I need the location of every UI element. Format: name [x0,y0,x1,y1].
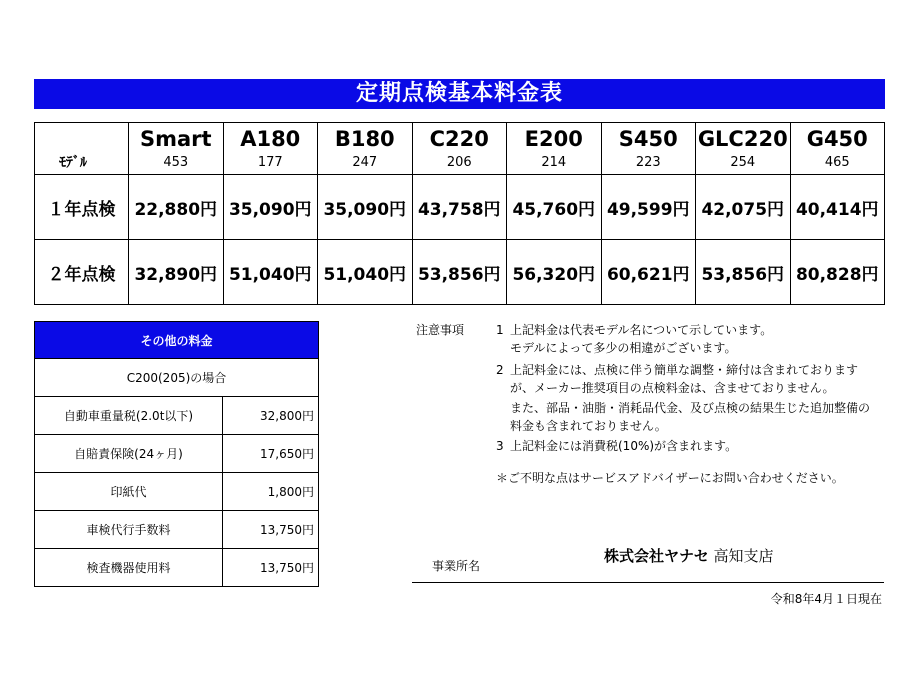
note-text: 上記料金は代表モデル名について示しています。 モデルによって多少の相違がございます。 [510,323,773,355]
model-header [223,123,318,175]
model-name: Smart [139,127,212,151]
model-code: 465 [824,155,850,170]
price-cell: 49,599円 [601,175,696,240]
model-header [790,123,885,175]
fee-label: 検査機器使用料 [35,549,223,587]
fee-label: 自動車重量税(2.0t以下) [35,397,223,435]
table-row-2year [35,240,885,305]
page-title: 定期点検基本料金表 [34,79,885,109]
model-code: 206 [446,155,472,170]
asterisk-mark: ＊ [496,471,509,485]
asterisk-note [496,469,896,487]
price-cell: 35,090円 [318,175,413,240]
other-fees-table [34,321,319,587]
note-extra-text: また、部品・油脂・消耗品代金、及び点検の結果生じた追加整備の料金も含まれておりません。 [510,401,871,433]
table-row [35,435,319,473]
as-of-date: 令和8年4月１日現在 [770,592,882,606]
model-header [412,123,507,175]
fee-value: 13,750円 [223,511,319,549]
model-header [696,123,791,175]
model-code: 254 [730,155,756,170]
model-name: A180 [240,127,301,151]
branch-name: 高知支店 [713,547,774,565]
model-code: 453 [163,155,189,170]
table-row [35,473,319,511]
table-row [35,549,319,587]
model-header [601,123,696,175]
model-code: 177 [257,155,283,170]
model-name: E200 [524,127,583,151]
fee-value: 1,800円 [223,473,319,511]
model-code: 214 [541,155,567,170]
price-cell: 35,090円 [223,175,318,240]
price-cell: 22,880円 [129,175,224,240]
price-cell: 60,621円 [601,240,696,305]
price-cell: 56,320円 [507,240,602,305]
office-label: 事業所名 [432,559,481,573]
model-name: S450 [618,127,678,151]
fee-value: 32,800円 [223,397,319,435]
other-fees-title: その他の料金 [35,322,319,359]
model-code: 223 [635,155,661,170]
model-name: G450 [806,127,868,151]
table-row [35,511,319,549]
company-name [604,545,774,566]
inspection-price-table [34,122,885,305]
note-number: 1 [496,323,504,337]
fee-value: 13,750円 [223,549,319,587]
note-item [496,437,896,455]
price-cell: 42,075円 [696,175,791,240]
notes-list [496,321,896,487]
note-item [496,361,896,397]
model-name: B180 [334,127,395,151]
note-text: 上記料金には、点検に伴う簡単な調整・締付は含まれておりますが、メーカー推奨項目の点検料金は、含ませておりません。 [510,363,859,395]
price-cell: 80,828円 [790,240,885,305]
model-code: 247 [352,155,378,170]
model-header [318,123,413,175]
price-cell: 32,890円 [129,240,224,305]
model-header-row [35,123,885,175]
note-number: 3 [496,439,504,453]
table-row-1year [35,175,885,240]
price-cell: 51,040円 [223,240,318,305]
price-cell: 45,760円 [507,175,602,240]
table-row [35,397,319,435]
other-fees-subtitle: C200(205)の場合 [35,359,319,397]
model-name: GLC220 [697,127,788,151]
row-label: １年点検 [35,175,129,240]
fee-label: 印紙代 [35,473,223,511]
model-header [129,123,224,175]
fee-label: 自賠責保険(24ヶ月) [35,435,223,473]
price-cell: 53,856円 [412,240,507,305]
model-column-label: ﾓﾃﾞﾙ [35,123,129,175]
model-name: C220 [429,127,489,151]
note-item [496,321,896,357]
company-name-bold: 株式会社ヤナセ [604,547,709,565]
signature-rule [412,582,884,583]
note-text: 上記料金には消費税(10%)が含まれます。 [510,439,738,453]
note-number: 2 [496,363,504,377]
notes-heading: 注意事項 [416,323,465,337]
price-cell: 51,040円 [318,240,413,305]
row-label: ２年点検 [35,240,129,305]
price-cell: 40,414円 [790,175,885,240]
model-header [507,123,602,175]
fee-label: 車検代行手数料 [35,511,223,549]
price-cell: 53,856円 [696,240,791,305]
price-cell: 43,758円 [412,175,507,240]
asterisk-note-text: ご不明な点はサービスアドバイザーにお問い合わせください。 [508,471,844,485]
fee-value: 17,650円 [223,435,319,473]
